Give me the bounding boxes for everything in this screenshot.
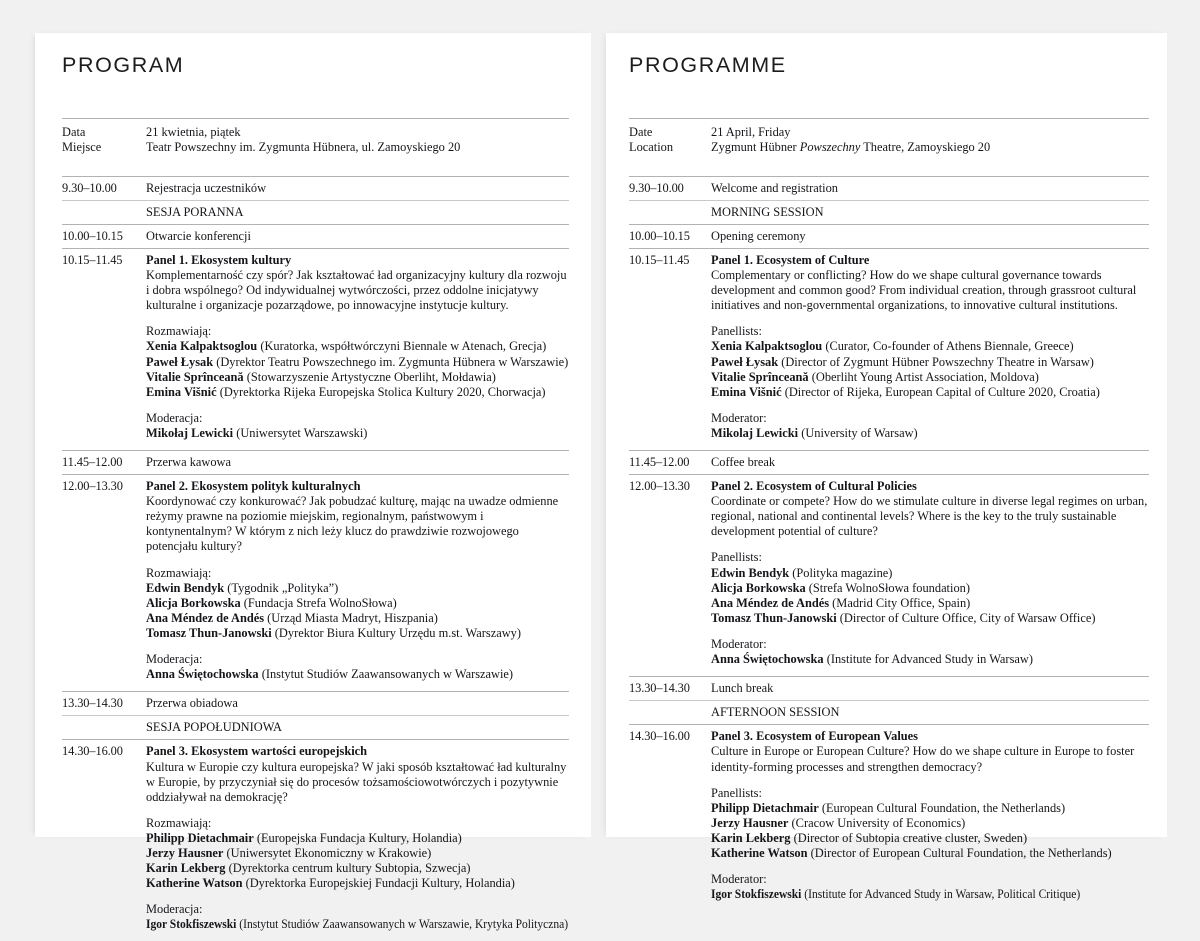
panellist-name: Tomasz Thun-Janowski: [711, 611, 837, 625]
panel-description: Komplementarność czy spór? Jak kształtować ład organizacyjny kultury dla rozwoju i dobra wspólnego? Od indywidualnej wytwórczości, przez oddolne inicjatywy kulturalne i organizacje pozarządowe, po innowacyjne instytucje kultury.: [146, 268, 569, 313]
schedule-row: [62, 451, 569, 475]
row-text: Coffee break: [711, 455, 775, 469]
session-header-row: [629, 200, 1149, 224]
row-text: Przerwa obiadowa: [146, 696, 238, 710]
row-time: 10.15–11.45: [62, 248, 146, 450]
panellist-affiliation: (Director of Subtopia creative cluster, Sweden): [794, 831, 1027, 845]
panellist-affiliation: (Dyrektorka centrum kultury Subtopia, Szwecja): [229, 861, 471, 875]
panel-row: [629, 475, 1149, 677]
session-content: [146, 716, 569, 740]
meta-value-1: Teatr Powszechny im. Zygmunta Hübnera, ul. Zamoyskiego 20: [146, 140, 569, 155]
row-time: [62, 200, 146, 224]
panellists-group: [146, 816, 569, 891]
schedule-row: [629, 176, 1149, 200]
schedule-row: [62, 692, 569, 716]
panel-description: Koordynować czy konkurować? Jak pobudzać kulturę, mając na uwadze odmienne reżymy prawne na poziomie miejskim, regionalnym, państwowym i kontynentalnym? W którym z nich leży klucz do prawdziwie rozwojowego potencjału kultury?: [146, 494, 569, 554]
panellist: [711, 846, 1149, 861]
panellists-label: Panellists:: [711, 786, 1149, 801]
moderator-label: Moderacja:: [146, 902, 569, 917]
panel-row: [629, 725, 1149, 911]
panel-row: [62, 248, 569, 450]
moderator-affiliation: (University of Warsaw): [801, 426, 917, 440]
panellist-affiliation: (Polityka magazine): [792, 566, 892, 580]
row-time: 13.30–14.30: [62, 692, 146, 716]
panellist: [146, 596, 569, 611]
row-time: 11.45–12.00: [62, 451, 146, 475]
moderator: [711, 887, 1080, 902]
panellist: [711, 816, 1149, 831]
panellist: [146, 339, 569, 354]
panel-description: Coordinate or compete? How do we stimulate culture in diverse legal regimes on urban, regional, national and continental levels? Where is the key to the truly sustainable development potential of culture?: [711, 494, 1149, 539]
moderator-group: [146, 411, 569, 441]
panellist-affiliation: (Kuratorka, współtwórczyni Biennale w Atenach, Grecja): [260, 339, 546, 353]
schedule-table-english: [629, 118, 1149, 912]
row-time: 10.00–10.15: [629, 224, 711, 248]
row-content: [711, 677, 1149, 701]
panel-row: [62, 740, 569, 941]
session-content: [711, 701, 1149, 725]
panel-content: [711, 475, 1149, 677]
schedule-table-polish: [62, 118, 569, 941]
panellist-name: Emina Višnić: [146, 385, 217, 399]
panellist-name: Alicja Borkowska: [146, 596, 241, 610]
moderator-label: Moderator:: [711, 872, 1149, 887]
row-content: [711, 451, 1149, 475]
moderator-label: Moderator:: [711, 411, 1149, 426]
panellist-affiliation: (Europejska Fundacja Kultury, Holandia): [257, 831, 462, 845]
panellist-affiliation: (Director of European Cultural Foundation, the Netherlands): [811, 846, 1112, 860]
row-content: [146, 224, 569, 248]
meta-value-0: 21 April, Friday: [711, 125, 1149, 140]
panellist-affiliation: (European Cultural Foundation, the Netherlands): [822, 801, 1065, 815]
panellist: [711, 581, 1149, 596]
panellist-affiliation: (Madrid City Office, Spain): [832, 596, 970, 610]
moderator-name: Mikołaj Lewicki: [146, 426, 233, 440]
panel-title: Panel 3. Ecosystem of European Values: [711, 729, 1149, 744]
panellist: [711, 831, 1149, 846]
panel-description: Culture in Europe or European Culture? How do we shape culture in Europe to foster identity-forming processes and strengthen democracy?: [711, 744, 1149, 774]
panellist: [711, 385, 1149, 400]
panellist-affiliation: (Dyrektor Biura Kultury Urzędu m.st. Warszawy): [275, 626, 521, 640]
panellist: [711, 611, 1149, 626]
moderator-label: Moderacja:: [146, 411, 569, 426]
row-time: [629, 200, 711, 224]
row-text: Rejestracja uczestników: [146, 181, 266, 195]
row-time: 12.00–13.30: [629, 475, 711, 677]
panel-content: [146, 475, 569, 692]
moderator-group: [711, 637, 1149, 667]
panellist: [711, 566, 1149, 581]
meta-label-0: Date: [629, 125, 711, 140]
meta-values: [711, 118, 1149, 176]
panellist-affiliation: (Oberliht Young Artist Association, Moldova): [812, 370, 1039, 384]
panellist-name: Alicja Borkowska: [711, 581, 806, 595]
panellist-affiliation: (Curator, Co-founder of Athens Biennale, Greece): [825, 339, 1073, 353]
panellist: [146, 861, 569, 876]
panellist: [146, 581, 569, 596]
row-time: 14.30–16.00: [62, 740, 146, 941]
moderator-affiliation: (Instytut Studiów Zaawansowanych w Warszawie, Krytyka Polityczna): [239, 917, 568, 931]
panel-title: Panel 1. Ekosystem kultury: [146, 253, 569, 268]
panellist-name: Karin Lekberg: [146, 861, 226, 875]
meta-values: [146, 118, 569, 176]
schedule-body-polish: [62, 118, 569, 941]
meta-row: [629, 118, 1149, 176]
panellist-name: Jerzy Hausner: [146, 846, 223, 860]
moderator: [146, 426, 569, 441]
schedule-row: [62, 224, 569, 248]
row-time: 9.30–10.00: [629, 176, 711, 200]
schedule-row: [62, 176, 569, 200]
session-content: [711, 200, 1149, 224]
panellists-label: Rozmawiają:: [146, 566, 569, 581]
panellist-name: Edwin Bendyk: [146, 581, 224, 595]
moderator-affiliation: (Instytut Studiów Zaawansowanych w Warszawie): [262, 667, 513, 681]
panellist-affiliation: (Fundacja Strefa WolnoSłowa): [244, 596, 397, 610]
page-right-english: [606, 33, 1167, 837]
row-time: [629, 701, 711, 725]
panellist-name: Philipp Dietachmair: [711, 801, 819, 815]
panellists-group: [146, 324, 569, 399]
panel-description: Kultura w Europie czy kultura europejska? W jaki sposób kształtować ład kulturalny w Europie, by przyczyniał się do procesów tożsamościowotwórczych i pozytywnie oddziaływał na demokrację?: [146, 760, 569, 805]
meta-label-0: Data: [62, 125, 146, 140]
panellist-affiliation: (Cracow University of Economics): [792, 816, 966, 830]
panellist-name: Ana Méndez de Andés: [711, 596, 829, 610]
moderator-affiliation: (Institute for Advanced Study in Warsaw): [827, 652, 1033, 666]
panel-title: Panel 2. Ecosystem of Cultural Policies: [711, 479, 1149, 494]
panellist: [711, 596, 1149, 611]
panellist: [146, 846, 569, 861]
panellist-name: Edwin Bendyk: [711, 566, 789, 580]
row-content: [146, 451, 569, 475]
panellist-name: Ana Méndez de Andés: [146, 611, 264, 625]
panel-title: Panel 2. Ekosystem polityk kulturalnych: [146, 479, 569, 494]
meta-labels: [62, 118, 146, 176]
panellists-group: [711, 786, 1149, 861]
panel-title: Panel 1. Ecosystem of Culture: [711, 253, 1149, 268]
panellist: [711, 801, 1149, 816]
row-content: [711, 224, 1149, 248]
panellist-affiliation: (Dyrektorka Europejskiej Fundacji Kultury, Holandia): [246, 876, 515, 890]
panellist-affiliation: (Director of Rijeka, European Capital of Culture 2020, Croatia): [785, 385, 1100, 399]
panellist-affiliation: (Urząd Miasta Madryt, Hiszpania): [267, 611, 438, 625]
row-text: Otwarcie konferencji: [146, 229, 251, 243]
row-text: Lunch break: [711, 681, 773, 695]
panel-content: [711, 725, 1149, 911]
panellist-affiliation: (Director of Zygmunt Hübner Powszechny Theatre in Warsaw): [781, 355, 1094, 369]
panellists-label: Rozmawiają:: [146, 324, 569, 339]
panellist-affiliation: (Director of Culture Office, City of Warsaw Office): [840, 611, 1096, 625]
panellist-name: Vitalie Sprînceană: [711, 370, 809, 384]
panel-description: Complementary or conflicting? How do we shape cultural governance towards development and common good? From individual creation, through grassroot cultural initiatives and non-governmental organizations, to innovative cultural institutions.: [711, 268, 1149, 313]
meta-value-1: Zygmunt Hübner Powszechny Theatre, Zamoyskiego 20: [711, 140, 1149, 155]
panel-content: [711, 248, 1149, 450]
panellists-label: Panellists:: [711, 550, 1149, 565]
panellist-name: Katherine Watson: [711, 846, 808, 860]
row-time: 14.30–16.00: [629, 725, 711, 911]
moderator-group: [146, 652, 569, 682]
panel-row: [62, 475, 569, 692]
panel-content: [146, 248, 569, 450]
row-time: 12.00–13.30: [62, 475, 146, 692]
row-text: Opening ceremony: [711, 229, 806, 243]
moderator-affiliation: (Institute for Advanced Study in Warsaw, Political Critique): [804, 887, 1080, 901]
page-title-english: PROGRAMME: [629, 55, 1149, 77]
session-label: AFTERNOON SESSION: [711, 705, 839, 719]
moderator-affiliation: (Uniwersytet Warszawski): [236, 426, 367, 440]
session-label: SESJA POPOŁUDNIOWA: [146, 720, 282, 734]
panellist-name: Vitalie Sprînceană: [146, 370, 244, 384]
meta-label-1: Miejsce: [62, 140, 146, 155]
schedule-row: [629, 677, 1149, 701]
moderator-name: Mikolaj Lewicki: [711, 426, 798, 440]
moderator-label: Moderator:: [711, 637, 1149, 652]
panellist-name: Philipp Dietachmair: [146, 831, 254, 845]
moderator-name: Igor Stokfiszewski: [146, 917, 236, 931]
panellists-group: [146, 566, 569, 641]
moderator-name: Igor Stokfiszewski: [711, 887, 801, 901]
moderator-name: Anna Świętochowska: [711, 652, 824, 666]
panellist: [711, 339, 1149, 354]
panellist: [711, 370, 1149, 385]
panellist-name: Paweł Łysak: [146, 355, 213, 369]
row-time: 10.00–10.15: [62, 224, 146, 248]
panellist: [146, 876, 569, 891]
panellist: [146, 370, 569, 385]
moderator: [146, 917, 568, 932]
row-time: 11.45–12.00: [629, 451, 711, 475]
panel-content: [146, 740, 569, 941]
panellists-label: Rozmawiają:: [146, 816, 569, 831]
moderator: [146, 667, 569, 682]
session-header-row: [629, 701, 1149, 725]
panellist: [146, 355, 569, 370]
moderator-name: Anna Świętochowska: [146, 667, 259, 681]
panellist-affiliation: (Tygodnik „Polityka”): [227, 581, 338, 595]
panellist-affiliation: (Dyrektorka Rijeka Europejska Stolica Kultury 2020, Chorwacja): [220, 385, 546, 399]
panellist: [146, 626, 569, 641]
meta-value-0: 21 kwietnia, piątek: [146, 125, 569, 140]
panellist: [146, 385, 569, 400]
row-time: 10.15–11.45: [629, 248, 711, 450]
panellist: [146, 831, 569, 846]
row-text: Przerwa kawowa: [146, 455, 231, 469]
moderator-group: [146, 902, 569, 932]
moderator-group: [711, 411, 1149, 441]
row-content: [146, 692, 569, 716]
panellist-affiliation: (Stowarzyszenie Artystyczne Oberliht, Mołdawia): [247, 370, 496, 384]
panellists-label: Panellists:: [711, 324, 1149, 339]
meta-row: [62, 118, 569, 176]
row-time: 9.30–10.00: [62, 176, 146, 200]
page-left-polish: [35, 33, 591, 837]
panellist-affiliation: (Dyrektor Teatru Powszechnego im. Zygmunta Hübnera w Warszawie): [216, 355, 568, 369]
moderator: [711, 426, 1149, 441]
panellist-name: Katherine Watson: [146, 876, 243, 890]
row-time: [62, 716, 146, 740]
panellist-affiliation: (Strefa WolnoSłowa foundation): [809, 581, 970, 595]
page-title-polish: PROGRAM: [62, 55, 569, 77]
panellist-name: Xenia Kalpaktsoglou: [146, 339, 257, 353]
panellist-name: Paweł Łysak: [711, 355, 778, 369]
session-label: SESJA PORANNA: [146, 205, 243, 219]
moderator: [711, 652, 1149, 667]
panellist-affiliation: (Uniwersytet Ekonomiczny w Krakowie): [227, 846, 432, 860]
panellist-name: Tomasz Thun-Janowski: [146, 626, 272, 640]
row-text: Welcome and registration: [711, 181, 838, 195]
schedule-row: [629, 451, 1149, 475]
session-header-row: [62, 716, 569, 740]
panellist: [711, 355, 1149, 370]
row-time: 13.30–14.30: [629, 677, 711, 701]
meta-label-1: Location: [629, 140, 711, 155]
session-label: MORNING SESSION: [711, 205, 824, 219]
panel-title: Panel 3. Ekosystem wartości europejskich: [146, 744, 569, 759]
moderator-group: [711, 872, 1149, 902]
row-content: [146, 176, 569, 200]
panellist: [146, 611, 569, 626]
panellist-name: Jerzy Hausner: [711, 816, 788, 830]
panellists-group: [711, 324, 1149, 399]
session-content: [146, 200, 569, 224]
schedule-row: [629, 224, 1149, 248]
row-content: [711, 176, 1149, 200]
panellist-name: Xenia Kalpaktsoglou: [711, 339, 822, 353]
panellists-group: [711, 550, 1149, 625]
panellist-name: Karin Lekberg: [711, 831, 791, 845]
panellist-name: Emina Višnić: [711, 385, 782, 399]
moderator-label: Moderacja:: [146, 652, 569, 667]
schedule-body-english: [629, 118, 1149, 911]
meta-labels: [629, 118, 711, 176]
session-header-row: [62, 200, 569, 224]
panel-row: [629, 248, 1149, 450]
